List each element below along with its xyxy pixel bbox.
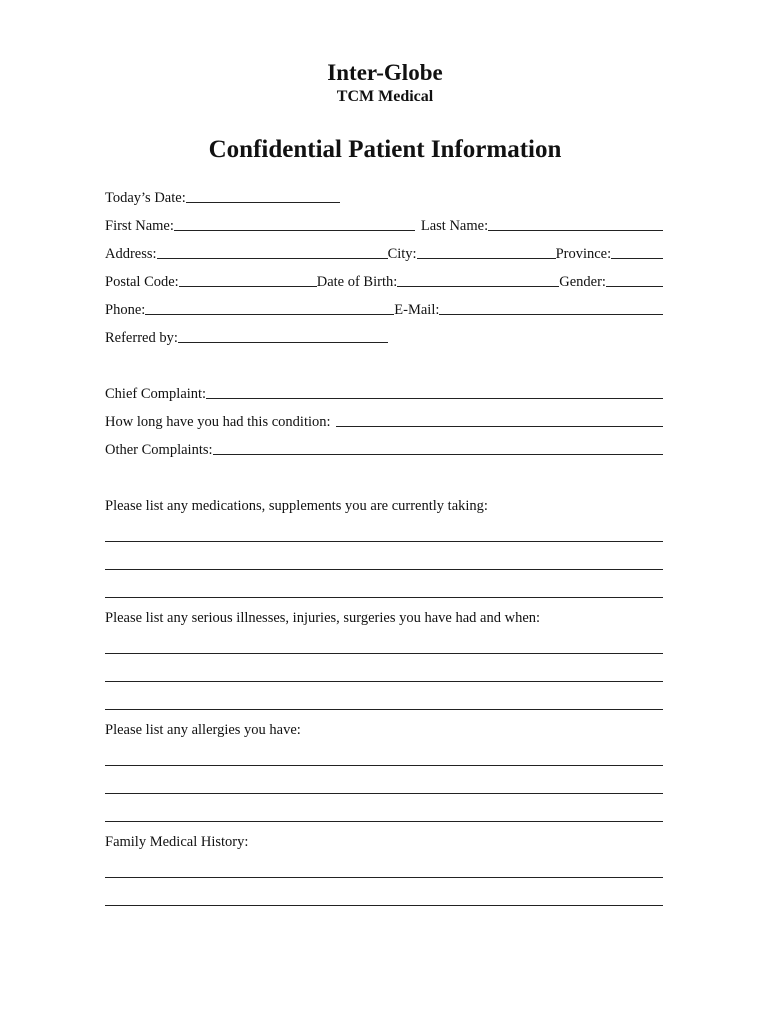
address-field[interactable]: [157, 245, 388, 259]
patient-form: [105, 178, 663, 906]
address-label: Address:: [105, 246, 157, 262]
todays-date-field[interactable]: [186, 189, 340, 203]
family-history-label: Family Medical History:: [105, 834, 249, 850]
first-name-field[interactable]: [174, 217, 415, 231]
gender-label: Gender:: [559, 274, 606, 290]
todays-date-row: [105, 178, 663, 206]
medications-line-2[interactable]: [105, 542, 663, 570]
chief-complaint-row: [105, 374, 663, 402]
province-label: Province:: [555, 246, 612, 262]
other-complaints-label: Other Complaints:: [105, 442, 213, 458]
phone-label: Phone:: [105, 302, 146, 318]
phone-field[interactable]: [145, 301, 394, 315]
medications-line-1[interactable]: [105, 514, 663, 542]
referred-by-field[interactable]: [178, 329, 388, 343]
email-label: E-Mail:: [394, 302, 440, 318]
spacer: [105, 346, 663, 374]
illnesses-line-2[interactable]: [105, 654, 663, 682]
first-name-label: First Name:: [105, 218, 174, 234]
family-history-line-1[interactable]: [105, 850, 663, 878]
city-label: City:: [387, 246, 417, 262]
family-history-question: [105, 822, 663, 850]
contact-row: [105, 290, 663, 318]
allergies-line-2[interactable]: [105, 766, 663, 794]
how-long-field[interactable]: [336, 413, 663, 427]
allergies-label: Please list any allergies you have:: [105, 722, 301, 738]
city-field[interactable]: [417, 245, 556, 259]
allergies-line-1[interactable]: [105, 738, 663, 766]
chief-complaint-label: Chief Complaint:: [105, 386, 207, 402]
postal-code-label: Postal Code:: [105, 274, 179, 290]
referred-by-label: Referred by:: [105, 330, 178, 346]
illnesses-label: Please list any serious illnesses, injuries, surgeries you have had and when:: [105, 610, 541, 626]
allergies-line-3[interactable]: [105, 794, 663, 822]
organization-name: Inter-Globe: [327, 60, 443, 85]
other-complaints-row: [105, 430, 663, 458]
date-of-birth-label: Date of Birth:: [316, 274, 398, 290]
last-name-field[interactable]: [488, 217, 663, 231]
referred-row: [105, 318, 663, 346]
document-title: Confidential Patient Information: [208, 136, 562, 163]
other-complaints-field[interactable]: [213, 441, 663, 455]
postal-code-field[interactable]: [179, 273, 317, 287]
address-row: [105, 234, 663, 262]
how-long-label: How long have you had this condition:: [105, 414, 331, 430]
allergies-question: [105, 710, 663, 738]
spacer: [105, 458, 663, 486]
last-name-label: Last Name:: [420, 218, 489, 234]
gender-field[interactable]: [606, 273, 663, 287]
chief-complaint-field[interactable]: [206, 385, 663, 399]
postal-row: [105, 262, 663, 290]
medications-question: [105, 486, 663, 514]
family-history-line-2[interactable]: [105, 878, 663, 906]
organization-subtitle: TCM Medical: [336, 88, 434, 105]
todays-date-label: Today’s Date:: [105, 190, 186, 206]
illnesses-line-1[interactable]: [105, 626, 663, 654]
province-field[interactable]: [611, 245, 663, 259]
illnesses-line-3[interactable]: [105, 682, 663, 710]
how-long-row: [105, 402, 663, 430]
illnesses-question: [105, 598, 663, 626]
medications-label: Please list any medications, supplements you are currently taking:: [105, 498, 488, 514]
medications-line-3[interactable]: [105, 570, 663, 598]
name-row: [105, 206, 663, 234]
date-of-birth-field[interactable]: [397, 273, 559, 287]
email-field[interactable]: [439, 301, 663, 315]
